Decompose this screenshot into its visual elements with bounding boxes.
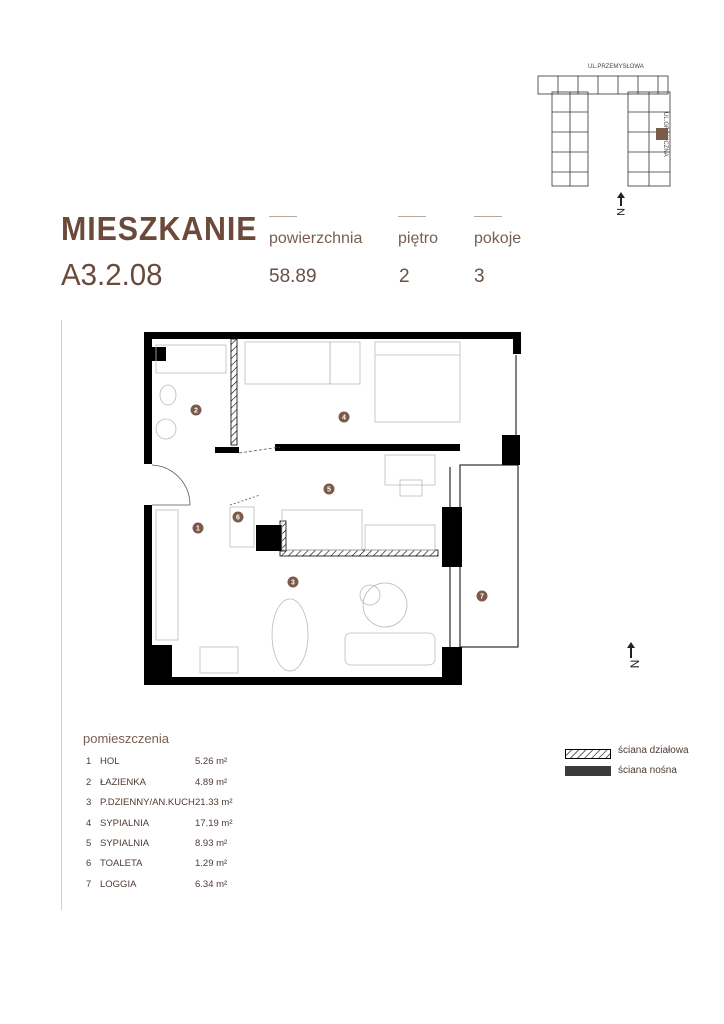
- room-marker-label-2: 2: [194, 407, 198, 415]
- stat-rule-area: [269, 216, 297, 217]
- stat-label-area: powierzchnia: [269, 230, 363, 247]
- wall-toilet-shaft: [256, 525, 282, 551]
- margin-rule: [61, 320, 62, 910]
- partition-closet: [280, 521, 286, 551]
- loggia: [460, 465, 518, 647]
- legend-label-loadbearing: ściana nośna: [618, 765, 677, 776]
- stat-rule-rooms: [474, 216, 502, 217]
- wall-right-upper: [513, 332, 521, 354]
- stat-rule-floor: [398, 216, 426, 217]
- partition-bath: [231, 339, 237, 445]
- apartment-code: A3.2.08: [61, 257, 163, 292]
- stat-value-area: 58.89: [269, 266, 317, 287]
- floor-plan: [130, 325, 530, 695]
- legend-swatch-loadbearing: [565, 766, 611, 776]
- stat-label-floor: piętro: [398, 230, 439, 247]
- wall-mid-horizontal: [275, 444, 460, 451]
- stat-label-rooms: pokoje: [474, 230, 522, 247]
- room-marker-label-5: 5: [327, 486, 331, 494]
- legend-swatch-partition: [565, 746, 611, 756]
- room-marker-label-4: 4: [342, 414, 346, 422]
- key-plan: [528, 62, 698, 216]
- room-marker-label-6: 6: [236, 514, 240, 522]
- wall-bottom: [144, 677, 462, 685]
- wall-left-upper: [144, 332, 152, 464]
- key-plan-drawing: [528, 72, 678, 187]
- rooms-title: pomieszczenia: [83, 731, 169, 746]
- wall-left-lower: [144, 505, 152, 685]
- wall-right-pillar: [502, 435, 520, 465]
- legend-label-partition: ściana działowa: [618, 745, 689, 756]
- room-marker-label-3: 3: [291, 579, 295, 587]
- wall-corner-bl: [152, 645, 172, 677]
- wall-stub-left: [215, 447, 239, 453]
- room-marker-label-1: 1: [196, 525, 200, 533]
- plan-north-label: N: [627, 659, 642, 669]
- room-marker-label-7: 7: [480, 593, 484, 601]
- stat-value-rooms: 3: [474, 266, 485, 287]
- stat-value-floor: 2: [399, 266, 410, 287]
- street-label-top: UL.PRZEMYSŁOWA: [588, 64, 644, 70]
- wall-bottom-right: [442, 647, 462, 685]
- apartment-title: MIESZKANIE: [61, 210, 258, 247]
- partition-bedroom5: [280, 550, 438, 556]
- wall-bath-corner: [152, 347, 166, 361]
- wall-top: [144, 332, 521, 339]
- wall-loggia-pillar: [442, 507, 462, 567]
- key-plan-north-label: N: [613, 208, 626, 216]
